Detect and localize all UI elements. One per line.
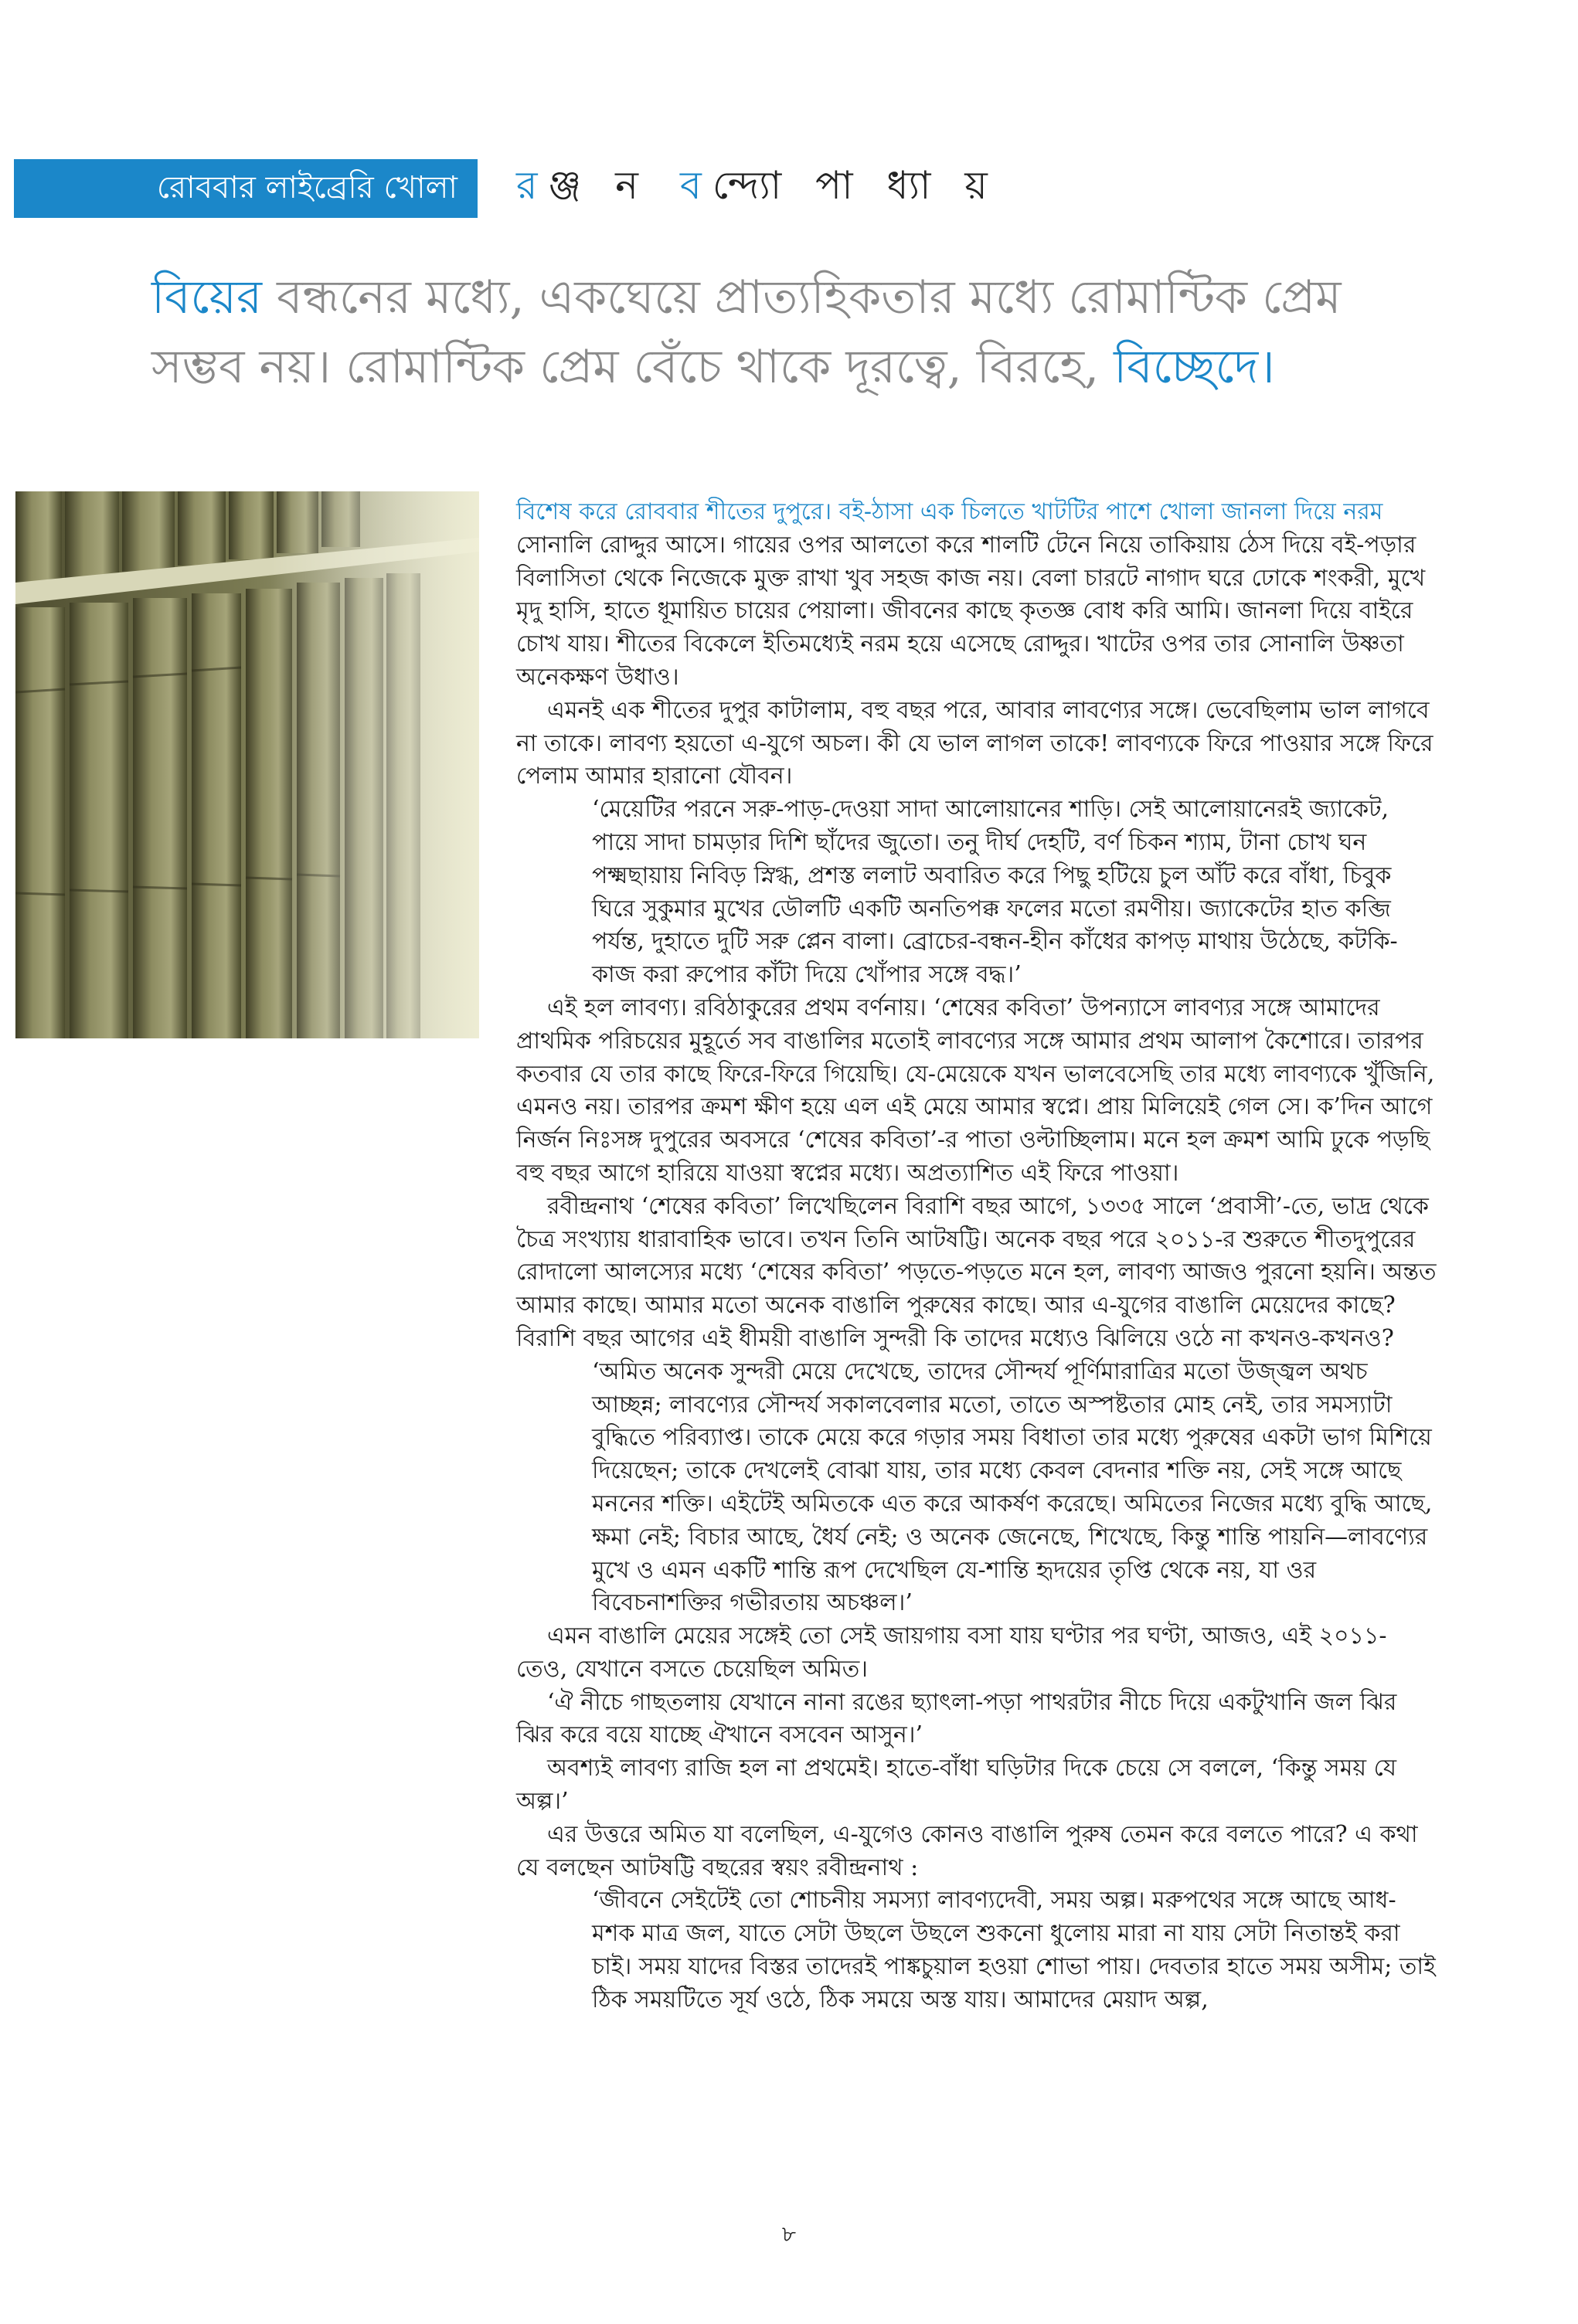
pull-quote-body: বন্ধনের মধ্যে, একঘেয়ে প্রাত্যহিকতার মধ্যে রোমান্টিক প্রেম সম্ভব নয়। রোমান্টিক প্রেম বেঁচে থাকে দূরত্বে, বিরহে, [151, 270, 1342, 394]
block-quote: ‘মেয়েটির পরনে সরু-পাড়-দেওয়া সাদা আলোয়ানের শাড়ি। সেই আলোয়ানেরই জ্যাকেট, পায়ে সাদা চামড়ার দিশি ছাঁদের জুতো। তনু দীর্ঘ দেহটি, বর্ণ চিকন শ্যাম, টানা চোখ ঘন পক্ষ্মছায়ায় নিবিড় স্নিগ্ধ, প্রশস্ত ললাট অবারিত করে পিছু হটিয়ে চুল আঁট করে বাঁধা, চিবুক ঘিরে সুকুমার মুখের ডৌলটি একটি অনতিপক্ক ফলের মতো রমণীয়। জ্যাকেটের হাত কব্জি পর্যন্ত, দুহাতে দুটি সরু প্লেন বালা। ব্রোচের-বন্ধন-হীন কাঁধের কাপড় মাথায় উঠেছে, কটকি-কাজ করা রুপোর কাঁটা দিয়ে খোঁপার সঙ্গে বদ্ধ।’ [592, 796, 1398, 989]
paragraph: অবশ্যই লাবণ্য রাজি হল না প্রথমেই। হাতে-বাঁধা ঘড়িটার দিকে চেয়ে সে বললে, ‘কিন্তু সময় যে অল্প।’ [516, 1755, 1397, 1816]
author-last-rest: ন্দ্যো পা ধ্যা য় [712, 162, 998, 208]
article-body [516, 496, 1437, 2017]
paragraph: এমনই এক শীতের দুপুর কাটালাম, বহু বছর পরে, আবার লাবণ্যের সঙ্গে। ভেবেছিলাম ভাল লাগবে না তাকে। লাবণ্য হয়তো এ-যুগে অচল। কী যে ভাল লাগল তাকে! লাবণ্যকে ফিরে পাওয়ার সঙ্গে ফিরে পেলাম আমার হারানো যৌবন। [516, 696, 1433, 790]
paragraph: ‘ঐ নীচে গাছতলায় যেখানে নানা রঙের ছ্যাৎলা-পড়া পাথরটার নীচে দিয়ে একটুখানি জল ঝির ঝির করে বয়ে যাচ্ছে ঐখানে বসবেন আসুন।’ [516, 1688, 1397, 1749]
author-initial-last: ব [679, 162, 712, 208]
bookshelf-photo [15, 491, 479, 1038]
pull-quote [151, 263, 1419, 402]
lead-line: বিশেষ করে রোববার শীতের দুপুরে। বই-ঠাসা এক চিলতে খাটটির পাশে খোলা জানলা দিয়ে নরম [516, 498, 1383, 525]
paragraph: সোনালি রোদ্দুর আসে। গায়ের ওপর আলতো করে শালটি টেনে নিয়ে তাকিয়ায় ঠেস দিয়ে বই-পড়ার বিলাসিতা থেকে নিজেকে মুক্ত রাখা খুব সহজ কাজ নয়। বেলা চারটে নাগাদ ঘরে ঢোকে শংকরী, মুখে মৃদু হাসি, হাতে ধূমায়িত চায়ের পেয়ালা। জীবনের কাছে কৃতজ্ঞ বোধ করি আমি। জানলা দিয়ে বাইরে চোখ যায়। শীতের বিকেলে ইতিমধ্যেই নরম হয়ে এসেছে রোদ্দুর। খাটের ওপর তার সোনালি উষ্ণতা অনেকক্ষণ উধাও। [516, 531, 1426, 691]
paragraph: রবীন্দ্রনাথ ‘শেষের কবিতা’ লিখেছিলেন বিরাশি বছর আগে, ১৩৩৫ সালে ‘প্রবাসী’-তে, ভাদ্র থেকে চৈত্র সংখ্যায় ধারাবাহিক ভাবে। তখন তিনি আটষট্টি। অনেক বছর পরে ২০১১-র শুরুতে শীতদুপুরের রোদালো আলস্যের মধ্যে ‘শেষের কবিতা’ পড়তে-পড়তে মনে হল, লাবণ্য আজও পুরনো হয়নি। অন্তত আমার কাছে। আমার মতো অনেক বাঙালি পুরুষের কাছে। আর এ-যুগের বাঙালি মেয়েদের কাছে? বিরাশি বছর আগের এই ধীময়ী বাঙালি সুন্দরী কি তাদের মধ্যেও ঝিলিয়ে ওঠে না কখনও-কখনও? [516, 1192, 1437, 1352]
page-number: ৮ [781, 2221, 797, 2247]
block-quote: ‘অমিত অনেক সুন্দরী মেয়ে দেখেছে, তাদের সৌন্দর্য পূর্ণিমারাত্রির মতো উজ্জ্বল অথচ আচ্ছন্ন; লাবণ্যের সৌন্দর্য সকালবেলার মতো, তাতে অস্পষ্টতার মোহ নেই, তার সমস্যাটা বুদ্ধিতে পরিব্যাপ্ত। তাকে মেয়ে করে গড়ার সময় বিধাতা তার মধ্যে পুরুষের একটা ভাগ মিশিয়ে দিয়েছেন; তাকে দেখলেই বোঝা যায়, তার মধ্যে কেবল বেদনার শক্তি নয়, সেই সঙ্গে আছে মননের শক্তি। এইটেই অমিতকে এত করে আকর্ষণ করেছে। অমিতের নিজের মধ্যে বুদ্ধি আছে, ক্ষমা নেই; বিচার আছে, ধৈর্য নেই; ও অনেক জেনেছে, শিখেছে, কিন্তু শান্তি পায়নি—লাবণ্যের মুখে ও এমন একটি শান্তি রূপ দেখেছিল যে-শান্তি হৃদয়ের তৃপ্তি থেকে নয়, যা ওর বিবেচনাশক্তির গভীরতায় অচঞ্চল।’ [592, 1357, 1433, 1617]
paragraph: এর উত্তরে অমিত যা বলেছিল, এ-যুগেও কোনও বাঙালি পুরুষ তেমন করে বলতে পারে? এ কথা যে বলছেন আটষট্টি বছরের স্বয়ং রবীন্দ্রনাথ : [516, 1820, 1418, 1881]
author-byline [516, 158, 998, 219]
paragraph: এমন বাঙালি মেয়ের সঙ্গেই তো সেই জায়গায় বসা যায় ঘণ্টার পর ঘণ্টা, আজও, এই ২০১১-তেও, যেখানে বসতে চেয়েছিল অমিত। [516, 1622, 1387, 1683]
pull-quote-lead: বিয়ের [151, 270, 263, 324]
author-first-rest: ঞ্জ ন [548, 162, 649, 208]
paragraph: এই হল লাবণ্য। রবিঠাকুরের প্রথম বর্ণনায়। ‘শেষের কবিতা’ উপন্যাসে লাবণ্যর সঙ্গে আমাদের প্রাথমিক পরিচয়ের মুহূর্তে সব বাঙালির মতোই লাবণ্যের সঙ্গে আমার প্রথম আলাপ কৈশোরে। তারপর কতবার যে তার কাছে ফিরে-ফিরে গিয়েছি। যে-মেয়েকে যখন ভালবেসেছি তার মধ্যে লাবণ্যকে খুঁজিনি, এমনও নয়। তারপর ক্রমশ ক্ষীণ হয়ে এল এই মেয়ে আমার স্বপ্নে। প্রায় মিলিয়েই গেল সে। ক’দিন আগে নির্জন নিঃসঙ্গ দুপুরের অবসরে ‘শেষের কবিতা’-র পাতা ওল্টাচ্ছিলাম। মনে হল ক্রমশ আমি ঢুকে পড়ছি বহু বছর আগে হারিয়ে যাওয়া স্বপ্নের মধ্যে। অপ্রত্যাশিত এই ফিরে পাওয়া। [516, 994, 1435, 1187]
section-label [14, 159, 478, 218]
pull-quote-tail: বিচ্ছেদে। [1114, 340, 1275, 394]
bookshelf-image [15, 491, 479, 1038]
block-quote: ‘জীবনে সেইটেই তো শোচনীয় সমস্যা লাবণ্যদেবী, সময় অল্প। মরুপথের সঙ্গে আছে আধ-মশক মাত্র জল, যাতে সেটা উছলে উছলে শুকনো ধুলোয় মারা না যায় সেটা নিতান্তই করা চাই। সময় যাদের বিস্তর তাদেরই পাঙ্কচুয়াল হওয়া শোভা পায়। দেবতার হাতে সময় অসীম; তাই ঠিক সময়টিতে সূর্য ওঠে, ঠিক সময়ে অস্ত যায়। আমাদের মেয়াদ অল্প, [592, 1887, 1436, 2013]
author-initial-first: র [516, 162, 549, 208]
section-label-text: রোববার লাইব্রেরি খোলা [156, 169, 457, 206]
